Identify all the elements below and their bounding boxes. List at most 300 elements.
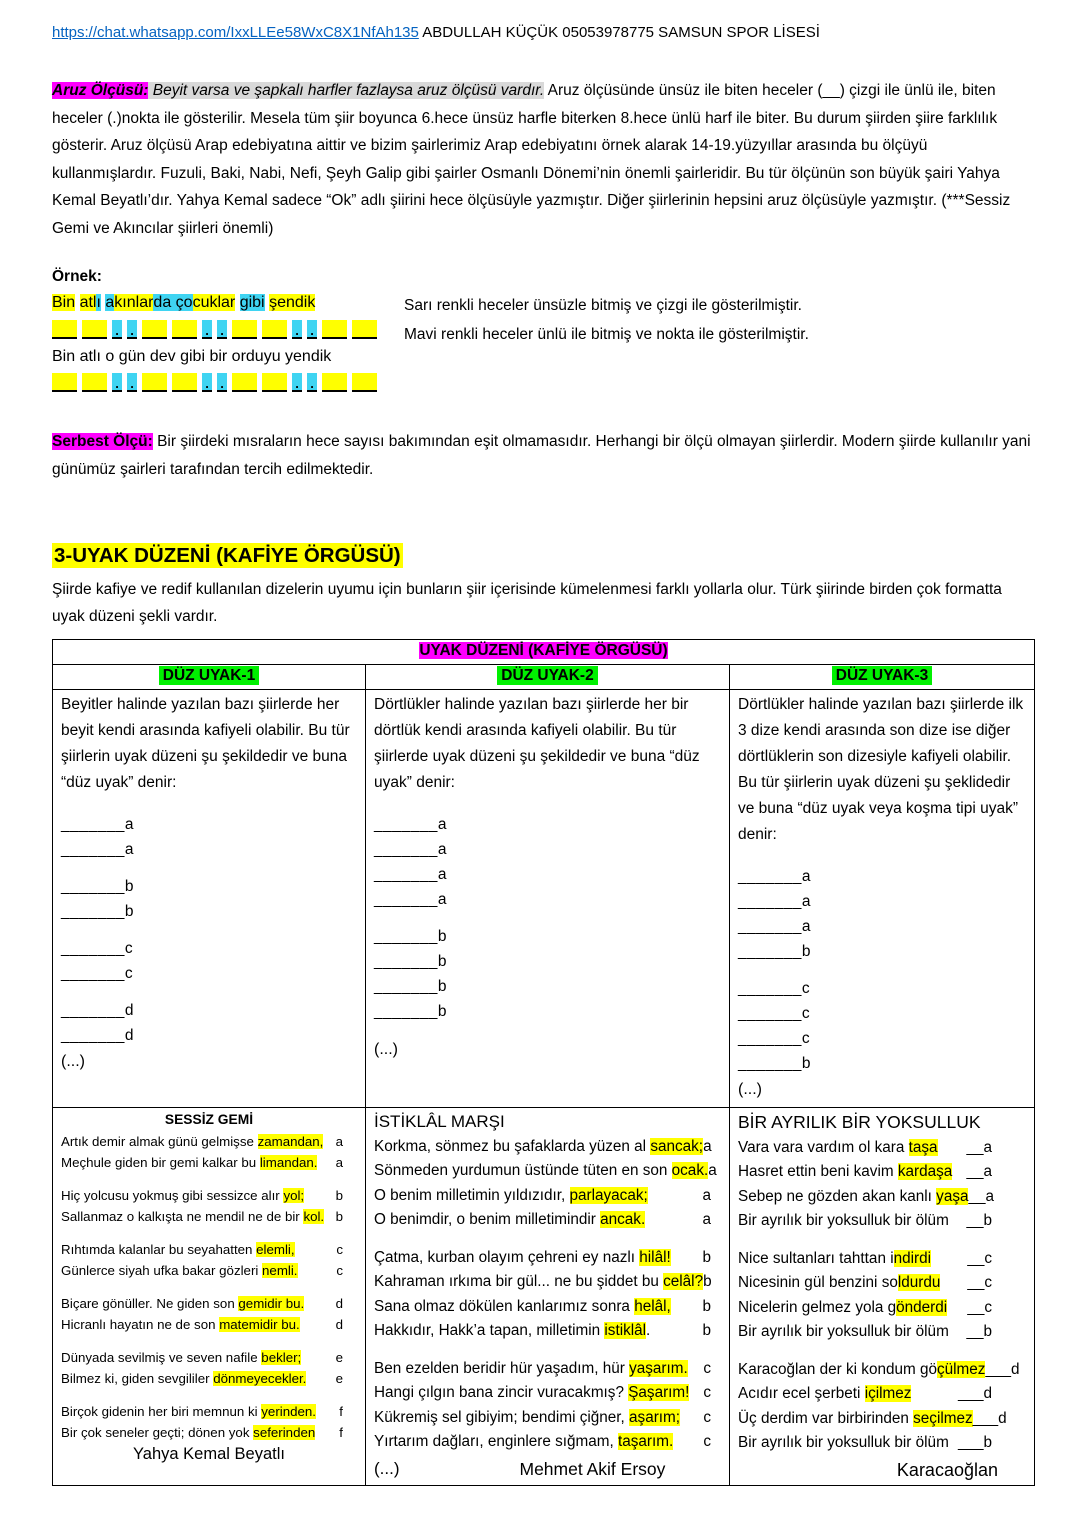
pattern-gap [61,986,357,998]
rhyme-highlight: içilmez [864,1385,912,1403]
line-start: Bir çok seneler geçti; dönen yok [61,1424,254,1440]
poem-line [61,1185,357,1206]
poem-line-text [61,1347,301,1368]
ornek-section [52,264,1034,398]
rhyme-letter: c [703,1408,711,1426]
rhyme-highlight: ndirdi [893,1249,932,1267]
rhyme-highlight: taşarım. [618,1433,674,1451]
dot-mark: . [112,373,122,392]
serbest-body: Bir şiirdeki mısraların hece sayısı bakımından eşit olmamasıdır. Herhangi bir ölçü olmayan şiirlerdir. Modern şiirde kullanılır yani günümüz şairleri tarafından tercih edilmektedir. [52,433,1031,478]
poem-line [738,1136,1026,1161]
rhyme-highlight: yerinden. [261,1403,316,1419]
rhyme-letter: b [702,1322,711,1340]
rhyme-highlight: celâl? [663,1273,704,1291]
line-start: Nice sultanları tahttan i [738,1249,894,1267]
pattern-line: _______a [61,815,134,833]
rhyme-highlight: çülmez [936,1360,986,1378]
poem-line [61,1131,357,1152]
pattern-line: _______b [374,927,447,945]
dash-mark [52,373,77,392]
line-start: Sana olmaz dökülen kanlarımız sonra [374,1297,635,1315]
syllable-consonant: şendik [269,293,316,311]
section-title: 3-UYAK DÜZENİ (KAFİYE ÖRGÜSÜ) [54,543,401,567]
poem-line-text [738,1320,949,1345]
rhyme-letter: __b [966,1212,992,1230]
line-start: Nicelerin gelmez yola g [738,1298,897,1316]
poem-line-text [374,1406,680,1431]
syllable-consonant: kınlar [114,293,154,311]
poem-line [738,1247,1026,1272]
poem-title: İSTİKLÂL MARŞI [374,1111,505,1131]
poem-line-text [374,1270,703,1295]
poem-line-text [374,1319,650,1344]
column-body-3 [730,689,1035,1107]
pattern-ellipsis: (...) [374,1040,398,1058]
poem-line-text [374,1135,703,1160]
line-start: Hiç yolcusu yokmuş gibi sessizce alır [61,1187,284,1203]
pattern-line: _______b [61,877,134,895]
verse-line: Bin atlı o gün dev gibi bir orduyu yendik [52,347,332,365]
poem-line-text [61,1131,323,1152]
poem-bir-ayrilik [730,1107,1035,1485]
rhyme-highlight: taşa [908,1138,938,1156]
aruz-paragraph [52,77,1034,242]
note-blue: Mavi renkli heceler ünlü ile bitmiş ve nokta ile gösterilmiştir. [404,326,809,344]
poem-line-text [738,1407,973,1432]
rhyme-highlight: seferinden [253,1424,316,1440]
rhyme-highlight: dönmeyecekler. [213,1370,307,1386]
poem-line [738,1271,1026,1296]
poem-line [61,1401,357,1422]
rhyme-highlight: ocak. [671,1162,709,1180]
syllable-vowel: a [105,293,115,311]
rhyme-letter: a [708,1162,717,1180]
line-start: Dünyada sevilmiş ve seven nafile [61,1349,262,1365]
dash-mark [142,373,167,392]
dash-mark [262,373,287,392]
rhyme-highlight: bekler; [261,1349,302,1365]
poem-line-text [61,1185,304,1206]
poem-line-text [61,1206,324,1227]
dot-mark: . [292,373,302,392]
poem-line-text [374,1381,689,1406]
pattern-line: _______c [738,979,811,997]
rhyme-letter: b [335,1187,343,1203]
rhyme-pattern-3 [738,864,1026,1103]
poem-line [738,1382,1026,1407]
rhyme-letter: __c [967,1298,992,1316]
dot-mark: . [292,320,302,339]
poem-line [374,1184,721,1209]
poem-istiklal-marsi [366,1107,730,1485]
rhyme-letter: b [335,1208,343,1224]
pattern-line: _______b [61,902,134,920]
poem-ellipsis: (...) [374,1458,400,1478]
rhyme-highlight: hilâl! [639,1248,671,1266]
poem-line [61,1347,357,1368]
aruz-body: Aruz ölçüsünde ünsüz ile biten heceler (__) çizgi ile ünlü ile, biten heceler (.)nokta ile gösterilir. Mesela tüm şiir boyunca 6.hece ünsüz harfle biterken 8.hece ünlü harf ile biter. Bu durum şiirden şiire farklılık gösterir. Aruz ölçüsü Arap edebiyatına aittir ve bizim şairlerimiz Arap edebiyatını örnek alarak 14-19.yüzyıllar arasında bu ölçüyü kullanmışlardır. Fuzuli, Baki, Nabi, Nefi, Şeyh Galip gibi şairler Osmanlı Dönemi’nin önemli şairleridir. Bu tür ölçünün son büyük şairi Yahya Kemal Beyatlı’dır. Yahya Kemal sadece “Ok” adlı şiirini hece ölçüsüyle yazmıştır. Diğer şiirlerinin hepsini aruz ölçüsüyle yazmıştır. (***Sessiz Gemi ve Akıncılar şiirleri önemli) [52,82,1011,237]
rhyme-highlight: Şaşarım! [628,1384,690,1402]
pattern-line: _______a [738,867,811,885]
column-header-1: DÜZ UYAK-1 [53,664,366,689]
column-body-2 [366,689,730,1107]
poem-line [61,1206,357,1227]
poem-line [374,1246,721,1271]
scansion-marks [52,320,392,339]
line-start: Ben ezelden beridir hür yaşadım, hür [374,1359,630,1377]
pattern-line: _______a [374,890,447,908]
poem-line-text [738,1209,949,1234]
poem-line [61,1314,357,1335]
header [52,24,1034,41]
ornek-label: Örnek: [52,268,102,286]
dash-mark [232,320,257,339]
rhyme-letter: d [335,1316,343,1332]
poem-line [61,1368,357,1389]
syllable-gap [75,294,79,311]
stanza-gap [61,1389,357,1401]
rhyme-letter: c [336,1241,343,1257]
poem-line-text [738,1296,947,1321]
rhyme-letter: ___d [985,1360,1020,1378]
line-start: Karacoğlan der ki kondum gö [738,1360,937,1378]
rhyme-highlight: parlayacak; [569,1186,648,1204]
poem-line [61,1260,357,1281]
rhyme-highlight: nemli. [262,1262,298,1278]
line-start: Kahraman ırkıma bir gül... ne bu şiddet bu [374,1273,664,1291]
pattern-line: _______d [61,1001,134,1019]
poem-line [374,1319,721,1344]
poem-line-text [738,1431,949,1456]
dash-mark [352,320,377,339]
rhyme-highlight: kardaşa [897,1163,953,1181]
rhyme-letter: __a [966,1163,992,1181]
poem-line-text [374,1430,673,1455]
poem-title: BİR AYRILIK BİR YOKSULLUK [738,1111,981,1132]
poem-line [374,1159,721,1184]
line-start: Meçhule giden bir gemi kalkar bu [61,1154,260,1170]
pattern-line: _______a [738,892,811,910]
rhyme-letter: __a [968,1187,995,1205]
uyak-table [52,639,1035,1486]
line-start: O benimdir, o benim milletimindir [374,1211,601,1229]
rhyme-letter: __c [967,1274,992,1292]
rhyme-letter: e [335,1349,343,1365]
rhyme-letter: a [703,1137,712,1155]
rhyme-letter: e [335,1370,343,1386]
pattern-line: _______d [61,1026,134,1044]
pattern-ellipsis: (...) [61,1052,85,1070]
aruz-label: Aruz Ölçüsü: [52,82,149,99]
rhyme-letter: c [703,1359,711,1377]
poem-line [374,1295,721,1320]
line-end: . [646,1322,651,1340]
table-title-row [53,639,1035,664]
pattern-line: _______a [374,815,447,833]
rhyme-highlight: limandan. [259,1154,318,1170]
pattern-gap [374,912,721,924]
rhyme-letter: f [339,1424,343,1440]
line-start: Sönmeden yurdumun üstünde tüten en son [374,1162,672,1180]
rhyme-letter: c [703,1433,711,1451]
poem-line-text [61,1293,304,1314]
line-start: Bir ayrılık bir yoksulluk bir ölüm [738,1434,949,1452]
line-start: Bir ayrılık bir yoksulluk bir ölüm [738,1212,949,1230]
rhyme-letter: d [335,1295,343,1311]
rhyme-letter: __b [966,1323,992,1341]
line-start: Birçok gidenin her biri memnun ki [61,1403,262,1419]
poem-line-text [374,1159,708,1184]
ornek-notes [404,292,809,398]
poem-line-text [61,1401,316,1422]
rhyme-highlight: yaşarım. [629,1359,688,1377]
poem-line-text [374,1295,671,1320]
header-owner: ABDULLAH KÜÇÜK 05053978775 SAMSUN SPOR LİSESİ [418,24,820,41]
pattern-line: _______c [738,1029,811,1047]
rhyme-letter: f [339,1403,343,1419]
poem-line-text [61,1239,295,1260]
poem-sessiz-gemi [53,1107,366,1485]
poem-line-text [374,1246,671,1271]
section-intro: Şiirde kafiye ve redif kullanılan dizelerin uyumu için bunların şiir içerisinde kümelenmesi farklı yollarla olur. Türk şiirinde birden çok formatta uyak düzeni şekli vardır. [52,580,1002,626]
poem-line-text [61,1260,298,1281]
stanza-gap [374,1233,721,1246]
poem-line-text [61,1314,300,1335]
poem-line-text [61,1368,306,1389]
poem-author: Yahya Kemal Beyatlı [133,1444,285,1463]
poem-line-text [738,1247,931,1272]
dash-mark [82,373,107,392]
column-description-1: Beyitler halinde yazılan bazı şiirlerde her beyit kendi arasında kafiyeli olabilir. Bu tür şiirlerin uyak düzeni şu şekildedir ve buna “düz uyak” denir: [61,695,350,791]
syllable-consonant: Bin [52,293,76,311]
rhyme-pattern-1 [61,812,357,1075]
pattern-line: _______a [61,840,134,858]
poem-line [61,1239,357,1260]
rhyme-letter: a [702,1186,711,1204]
stanza-gap [61,1173,357,1185]
column-header-3: DÜZ UYAK-3 [730,664,1035,689]
poem-line [374,1135,721,1160]
line-start: Biçare gönüller. Ne giden son [61,1295,239,1311]
rhyme-highlight: yaşa [936,1187,969,1205]
line-start: Hicranlı hayatın ne de son [61,1316,220,1332]
rhyme-letter: b [702,1248,711,1266]
rhyme-pattern-2 [374,812,721,1063]
rhyme-letter: c [703,1384,711,1402]
pattern-line: _______c [738,1004,811,1022]
poem-line [374,1208,721,1233]
serbest-paragraph [52,428,1034,483]
dash-mark [172,373,197,392]
rhyme-highlight: zamandan, [257,1133,324,1149]
rhyme-letter: ___b [957,1434,992,1452]
dot-mark: . [202,320,212,339]
column-body-1 [53,689,366,1107]
rhyme-highlight: sancak; [650,1137,704,1155]
stanza-gap [374,1344,721,1357]
pattern-line: _______c [61,939,134,957]
rhyme-letter: ___d [972,1409,1007,1427]
syllable-consonant: cuklar [192,293,236,311]
poem-footer [374,1459,721,1480]
pattern-line: _______a [374,865,447,883]
dot-mark: . [127,373,137,392]
pattern-gap [61,862,357,874]
rhyme-highlight: istiklâl [604,1322,647,1340]
syllable-line [52,291,392,316]
line-start: O benim milletimin yıldızıdır, [374,1186,570,1204]
dot-mark: . [217,373,227,392]
dash-mark [322,320,347,339]
poem-line [61,1293,357,1314]
pattern-line: _______b [374,952,447,970]
line-start: Çatma, kurban olayım çehreni ey nazlı [374,1248,640,1266]
line-start: Artık demir almak günü gelmişse [61,1133,258,1149]
stanza-gap [61,1335,357,1347]
dash-mark [322,373,347,392]
column-header-2: DÜZ UYAK-2 [366,664,730,689]
line-start: Korkma, sönmez bu şafaklarda yüzen al [374,1137,651,1155]
poem-line [374,1430,721,1455]
rhyme-highlight: aşarım; [629,1408,681,1426]
dot-mark: . [202,373,212,392]
line-start: Sallanmaz o kalkışta ne mendil ne de bir [61,1208,304,1224]
rhyme-letter: c [336,1262,343,1278]
pattern-ellipsis: (...) [738,1080,762,1098]
line-start: Rıhtımda kalanlar bu seyahatten [61,1241,257,1257]
dot-mark: . [112,320,122,339]
line-start: Bir ayrılık bir yoksulluk bir ölüm [738,1323,949,1341]
dash-mark [262,320,287,339]
dash-mark [82,320,107,339]
poem-line-text [61,1152,317,1173]
line-start: Nicesinin gül benzini so [738,1274,898,1292]
poem-line [738,1296,1026,1321]
poem-line [374,1270,721,1295]
rhyme-highlight: kol. [303,1208,325,1224]
poem-line-text [61,1422,315,1443]
dash-mark [172,320,197,339]
pattern-line: _______c [61,964,134,982]
rhyme-letter: b [703,1273,712,1291]
line-start: Bilmez ki, giden sevgililer [61,1370,214,1386]
rhyme-highlight: matemidir bu. [219,1316,300,1332]
poem-line [738,1185,1026,1210]
line-start: Günlerce siyah ufka bakar gözleri [61,1262,263,1278]
poem-line [738,1160,1026,1185]
pattern-line: _______b [738,942,811,960]
dot-mark: . [127,320,137,339]
poem-title: SESSİZ GEMİ [164,1111,254,1127]
column-description-3: Dörtlükler halinde yazılan bazı şiirlerde ilk 3 dize kendi arasında son dize ise diğer dörtlüklerin son dizesiyle kafiyeli olabilir. Bu tür şiirlerin uyak düzeni şu şeklidedir ve buna “düz uyak veya koşma tipi uyak” denir: [738,695,1024,843]
poem-line-text [738,1160,952,1185]
dot-mark: . [307,373,317,392]
stanza-gap [61,1281,357,1293]
rhyme-letter: b [702,1297,711,1315]
pattern-line: _______b [738,1054,811,1072]
syllable-vowel: da ço [153,293,193,311]
line-start: Hasret ettin beni kavim [738,1163,898,1181]
aruz-intro: Beyit varsa ve şapkalı harfler fazlaysa aruz ölçüsü vardır. [148,82,545,99]
stanza-gap [738,1345,1026,1358]
pattern-line: _______a [374,840,447,858]
poem-author: Karacaoğlan [896,1459,998,1480]
rhyme-highlight: ancak. [600,1211,646,1229]
poem-line [738,1209,1026,1234]
poem-line [738,1358,1026,1383]
dash-mark [142,320,167,339]
pattern-gap [738,964,1026,976]
syllable-consonant: atl [79,293,97,311]
whatsapp-link[interactable]: https://chat.whatsapp.com/IxxLLEe58WxC8X1NfAh135 [52,24,419,41]
rhyme-highlight: seçilmez [913,1409,973,1427]
poem-line [738,1320,1026,1345]
stanza-gap [738,1234,1026,1247]
line-start: Acıdır ecel şerbeti [738,1385,865,1403]
rhyme-letter: __c [967,1249,992,1267]
ornek-example [52,264,392,398]
scansion-marks [52,373,392,392]
poem-line-text [738,1382,911,1407]
note-yellow: Sarı renkli heceler ünsüzle bitmiş ve çizgi ile gösterilmiştir. [404,297,802,315]
rhyme-highlight: ldurdu [897,1274,941,1292]
rhyme-highlight: elemli, [256,1241,295,1257]
poem-line [61,1422,357,1443]
poem-author: Mehmet Akif Ersoy [519,1458,666,1479]
line-start: Sebep ne gözden akan kanlı [738,1187,937,1205]
poem-line-text [374,1208,645,1233]
ornek-lines [52,291,392,393]
pattern-line: _______b [374,1002,447,1020]
pattern-gap [61,924,357,936]
line-start: Vara vara vardım ol kara [738,1138,909,1156]
pattern-line: _______b [374,977,447,995]
rhyme-letter: a [335,1133,343,1149]
dash-mark [52,320,77,339]
poem-line-text [374,1184,648,1209]
dash-mark [352,373,377,392]
rhyme-letter: a [335,1154,343,1170]
line-start: Hangi çılgın bana zincir vuracakmış? [374,1384,629,1402]
serbest-label: Serbest Ölçü: [52,433,153,451]
poem-line [738,1431,1026,1456]
stanza-gap [61,1227,357,1239]
rhyme-letter: ___d [957,1385,992,1403]
line-start: Kükremiş sel gibiyim; bendimi çiğner, [374,1408,630,1426]
line-start: Yırtarım dağları, enginlere sığmam, [374,1433,618,1451]
poem-line-text [738,1358,985,1383]
dot-mark: . [307,320,317,339]
dash-mark [232,373,257,392]
poem-line [61,1152,357,1173]
dot-mark: . [217,320,227,339]
syllable-vowel: gibi [239,293,265,311]
poem-line [374,1406,721,1431]
poem-line [374,1357,721,1382]
rhyme-highlight: yol; [283,1187,305,1203]
rhyme-letter: a [702,1211,711,1229]
syllable-vowel: ı [96,293,101,311]
poem-line-text [738,1136,938,1161]
rhyme-highlight: önderdi [896,1298,948,1316]
poem-line [374,1381,721,1406]
line-start: Hakkıdır, Hakk’a tapan, milletimin [374,1322,605,1340]
poem-line-text [738,1185,968,1210]
rhyme-highlight: gemidir bu. [238,1295,305,1311]
poem-line-text [374,1357,688,1382]
column-description-2: Dörtlükler halinde yazılan bazı şiirlerde her bir dörtlük kendi arasında kafiyeli olabilir. Bu tür şiirlerde uyak düzeni şu şekildedir ve buna “düz uyak” denir: [374,695,700,791]
poem-line [738,1407,1026,1432]
